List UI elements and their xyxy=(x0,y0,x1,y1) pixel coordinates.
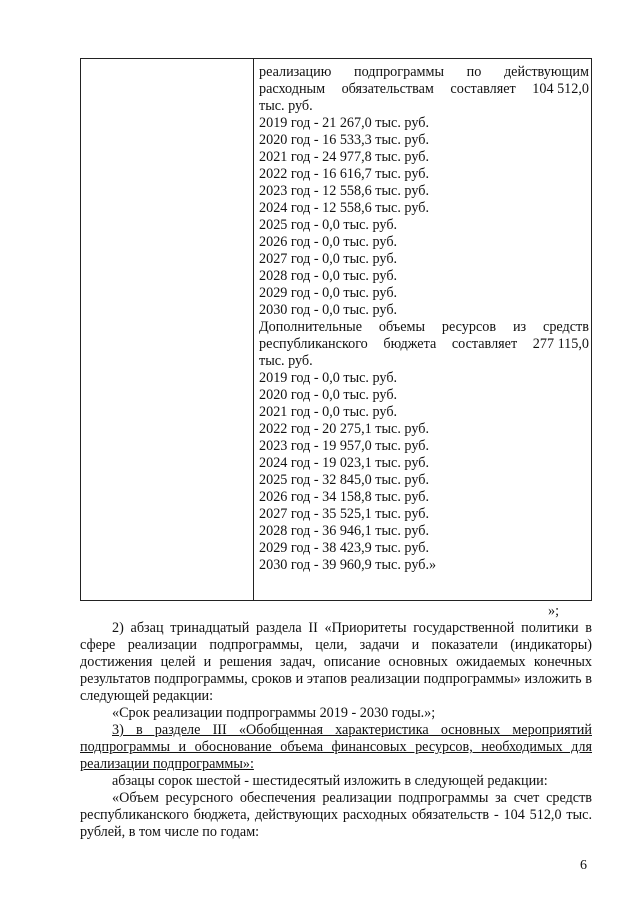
year-line: 2024 год - 12 558,6 тыс. руб. xyxy=(259,200,430,216)
year-line: 2019 год - 0,0 тыс. руб. xyxy=(259,370,398,386)
year-line: 2023 год - 12 558,6 тыс. руб. xyxy=(259,183,430,199)
word: 104 512,0 xyxy=(532,81,589,97)
year-line: 2026 год - 0,0 тыс. руб. xyxy=(259,234,398,250)
year-line: 2020 год - 0,0 тыс. руб. xyxy=(259,387,398,403)
table-right-column xyxy=(259,64,589,574)
year-line: 2028 год - 0,0 тыс. руб. xyxy=(259,268,398,284)
funding-table xyxy=(80,58,592,601)
closing-quote: »; xyxy=(548,603,560,619)
extra-line-3: тыс. руб. xyxy=(259,353,313,369)
extra-line-2 xyxy=(259,336,589,353)
word: объемы xyxy=(378,319,426,335)
word: реализацию xyxy=(259,64,332,80)
year-line: 2025 год - 0,0 тыс. руб. xyxy=(259,217,398,233)
year-line: 2030 год - 39 960,9 тыс. руб.» xyxy=(259,557,437,573)
paragraph-instruction: абзацы сорок шестой - шестидесятый изложить в следующей редакции: xyxy=(112,773,548,789)
word: подпрограммы xyxy=(354,64,444,80)
word: средств xyxy=(543,319,589,335)
year-line: 2030 год - 0,0 тыс. руб. xyxy=(259,302,398,318)
extra-line-1 xyxy=(259,319,589,336)
year-line: 2028 год - 36 946,1 тыс. руб. xyxy=(259,523,430,539)
year-line: 2022 год - 16 616,7 тыс. руб. xyxy=(259,166,430,182)
year-line: 2025 год - 32 845,0 тыс. руб. xyxy=(259,472,430,488)
paragraph-amendment-2: 2) абзац тринадцатый раздела II «Приоритеты государственной политики в сфере реализации подпрограммы, цели, задачи и показатели (индикаторы) достижения целей и решения задач, описание основных ожидаемых конечных результатов подпрограммы, сроков и этапов реализации подпрограммы» изложить в следующей редакции: xyxy=(80,620,592,704)
word: составляет xyxy=(451,336,518,352)
intro-line-1 xyxy=(259,64,589,81)
table-left-column xyxy=(81,59,254,600)
amendment-text xyxy=(80,620,592,841)
year-line: 2021 год - 24 977,8 тыс. руб. xyxy=(259,149,430,165)
year-line: 2024 год - 19 023,1 тыс. руб. xyxy=(259,455,430,471)
year-line: 2029 год - 0,0 тыс. руб. xyxy=(259,285,398,301)
paragraph-amendment-3: 3) в разделе III «Обобщенная характеристика основных мероприятий подпрограммы и обоснование объема финансовых ресурсов, необходимых для реализации подпрограммы»: xyxy=(80,722,592,772)
year-line: 2020 год - 16 533,3 тыс. руб. xyxy=(259,132,430,148)
word: республиканского xyxy=(259,336,368,352)
year-line: 2021 год - 0,0 тыс. руб. xyxy=(259,404,398,420)
word: ресурсов xyxy=(441,319,497,335)
year-line: 2029 год - 38 423,9 тыс. руб. xyxy=(259,540,430,556)
word: действующим xyxy=(503,64,589,80)
word: обязательствам xyxy=(341,81,434,97)
year-line: 2019 год - 21 267,0 тыс. руб. xyxy=(259,115,430,131)
paragraph-term: «Срок реализации подпрограммы 2019 - 2030 годы.»; xyxy=(112,705,436,721)
word: составляет xyxy=(450,81,516,97)
year-line: 2026 год - 34 158,8 тыс. руб. xyxy=(259,489,430,505)
word: 277 115,0 xyxy=(532,336,589,352)
word: расходным xyxy=(259,81,326,97)
year-line: 2027 год - 0,0 тыс. руб. xyxy=(259,251,398,267)
year-line: 2022 год - 20 275,1 тыс. руб. xyxy=(259,421,430,437)
intro-line-2 xyxy=(259,81,589,98)
page-number: 6 xyxy=(580,858,587,873)
paragraph-funding: «Объем ресурсного обеспечения реализации подпрограммы за счет средств республиканского бюджета, действующих расходных обязательств - 104 512,0 тыс. рублей, в том числе по годам: xyxy=(80,790,592,840)
year-line: 2023 год - 19 957,0 тыс. руб. xyxy=(259,438,430,454)
year-line: 2027 год - 35 525,1 тыс. руб. xyxy=(259,506,430,522)
intro-line-3: тыс. руб. xyxy=(259,98,313,114)
word: из xyxy=(512,319,527,335)
word: бюджета xyxy=(383,336,437,352)
word: Дополнительные xyxy=(259,319,363,335)
word: по xyxy=(466,64,482,80)
